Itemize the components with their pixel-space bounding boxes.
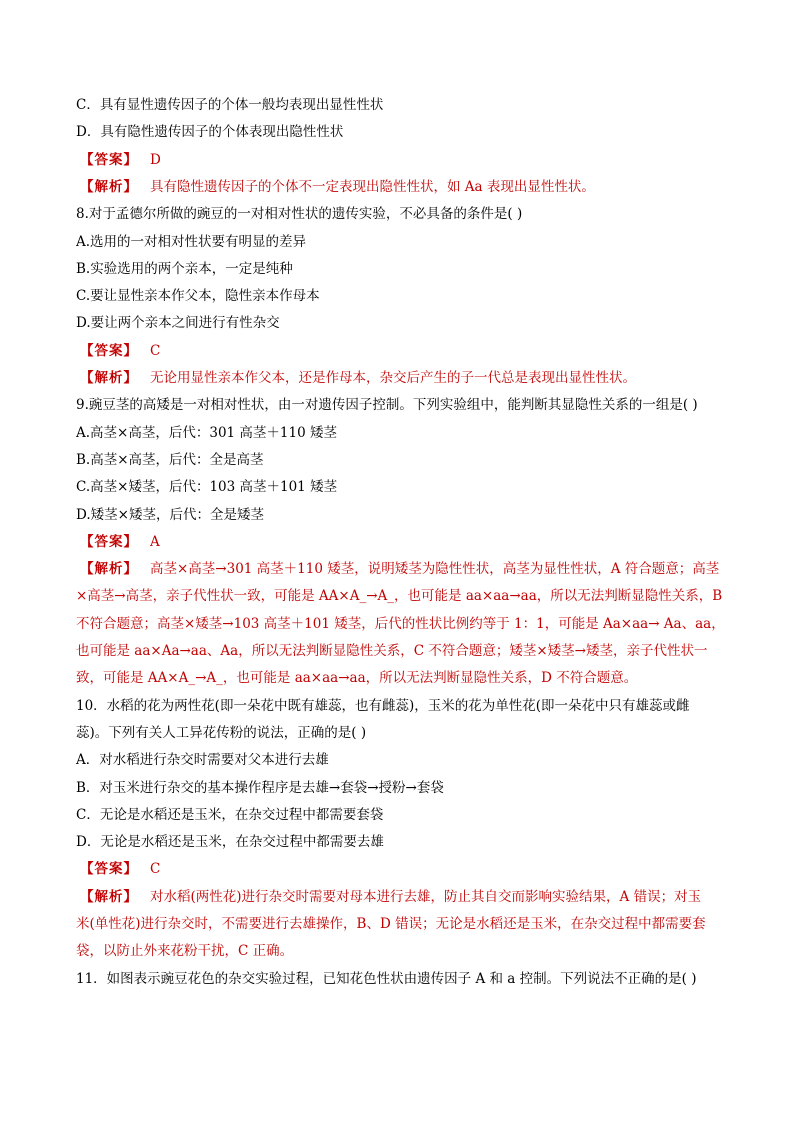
option-text: B．对玉米进行杂交的基本操作程序是去雄→套袋→授粉→套袋 [76,779,444,796]
option-text: A．对水稻进行杂交时需要对父本进行去雄 [76,752,329,769]
answer-tag: 【答案】 [80,342,138,359]
question-text: 11．如图表示豌豆花色的杂交实验过程，已知花色性状由遗传因子 A 和 a 控制。下列说法不正确的是( ) [76,970,697,987]
analysis-text: 对水稻(两性花)进行杂交时需要对母本进行去雄，防止其自交而影响实验结果，A 错误；对玉 [150,888,702,905]
question-text: 10．水稻的花为两性花(即一朵花中既有雄蕊，也有雌蕊)，玉米的花为单性花(即一朵花中只有雄蕊或雌 [76,697,690,714]
answer-tag: 【答案】 [80,151,138,168]
analysis-continuation: 也可能是 aa×Aa→aa、Aa，所以无法判断显隐性关系，C 不符合题意；矮茎×矮茎→矮茎，亲子代性状一 [76,643,708,659]
analysis-continuation: 不符合题意；高茎×矮茎→103 高茎＋101 矮茎，后代的性状比例约等于 1：1，可能是 Aa×aa→ Aa、aa， [76,615,725,632]
option-text: A.高茎×高茎，后代：301 高茎＋110 矮茎 [76,424,337,441]
analysis-continuation: 米(单性花)进行杂交时，不需要进行去雄操作，B、D 错误；无论是水稻还是玉米，在杂交过程中都需要套 [76,916,706,932]
analysis-continuation: 袋，以防止外来花粉干扰，C 正确。 [76,943,294,960]
question-text: 9.豌豆茎的高矮是一对相对性状，由一对遗传因子控制。下列实验组中，能判断其显隐性关系的一组是( ) [76,397,698,414]
analysis-tag: 【解析】 [80,561,138,578]
answer-line [76,529,726,556]
option-text: C．无论是水稻还是玉米，在杂交过程中都需要套袋 [76,806,384,823]
answer-line [76,338,726,365]
answer-tag: 【答案】 [80,533,138,550]
analysis-continuation: ×高茎→高茎，亲子代性状一致，可能是 AA×A_→A_，也可能是 aa×aa→aa，所以无法判断显隐性关系，B [76,588,723,605]
answer-value: D [150,151,161,168]
option-text: B.高茎×高茎，后代：全是高茎 [76,451,264,468]
analysis-text: 具有隐性遗传因子的个体不一定表现出隐性性状，如 Aa 表现出显性性状。 [150,178,595,195]
analysis-line [76,174,726,201]
option-text: D.要让两个亲本之间进行有性杂交 [76,315,280,332]
option-text: D．无论是水稻还是玉米，在杂交过程中都需要去雄 [76,834,384,851]
option-text: B.实验选用的两个亲本，一定是纯种 [76,260,293,277]
answer-line [76,147,726,174]
analysis-tag: 【解析】 [80,178,138,195]
question-text: 蕊)。下列有关人工异花传粉的说法，正确的是( ) [76,724,367,741]
question-text: 8.对于孟德尔所做的豌豆的一对相对性状的遗传实验，不必具备的条件是( ) [76,206,523,223]
analysis-line [76,884,726,911]
answer-value: C [150,342,161,359]
analysis-continuation: 致，可能是 AA×A_→A_，也可能是 aa×aa→aa，所以无法判断显隐性关系，D 不符合题意。 [76,670,638,687]
analysis-text: 高茎×高茎→301 高茎＋110 矮茎，说明矮茎为隐性性状，高茎为显性性状，A 符合题意；高茎 [150,561,720,578]
answer-line [76,856,726,883]
option-text: D．具有隐性遗传因子的个体表现出隐性性状 [76,124,344,141]
option-text: A.选用的一对相对性状要有明显的差异 [76,233,307,250]
analysis-line [76,556,726,583]
option-text: C．具有显性遗传因子的个体一般均表现出显性性状 [76,97,384,113]
answer-tag: 【答案】 [80,861,138,878]
option-text: C.高茎×矮茎，后代：103 高茎＋101 矮茎 [76,479,338,496]
analysis-line [76,365,726,392]
option-text: C.要让显性亲本作父本，隐性亲本作母本 [76,288,320,305]
analysis-tag: 【解析】 [80,888,138,905]
answer-value: A [150,533,160,550]
answer-value: C [150,861,161,878]
option-text: D.矮茎×矮茎，后代：全是矮茎 [76,506,264,523]
analysis-tag: 【解析】 [80,370,138,386]
analysis-text: 无论用显性亲本作父本，还是作母本，杂交后产生的子一代总是表现出显性性状。 [150,370,636,386]
